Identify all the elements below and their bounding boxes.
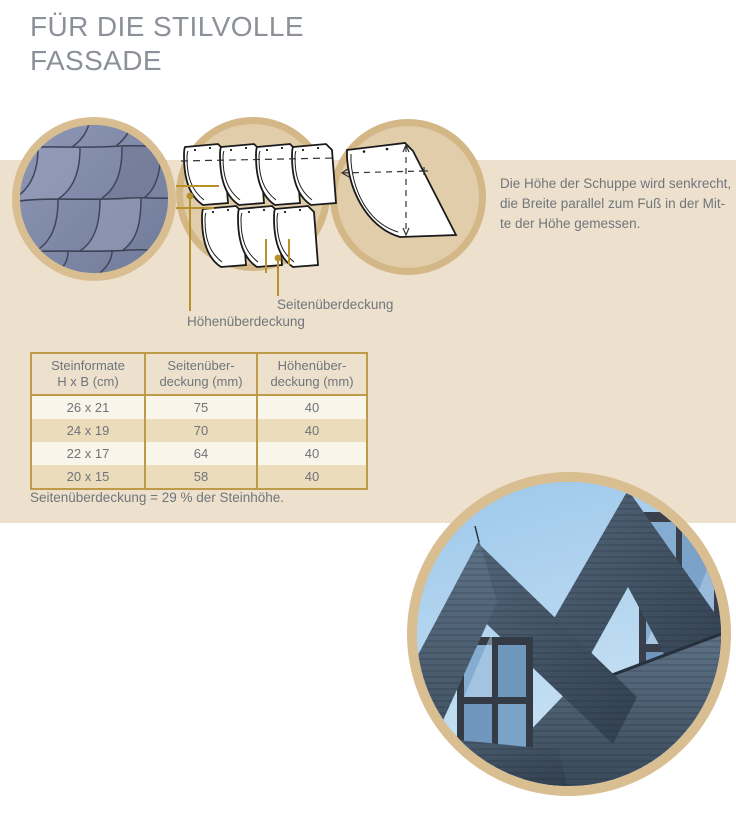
single-shingle-diagram-disc (330, 119, 486, 275)
label-seitenueberdeckung: Seitenüberdeckung (277, 297, 394, 312)
slate-closeup-photo (12, 117, 176, 281)
label-hoehenueberdeckung: Höhenüberdeckung (187, 314, 305, 329)
measure-note (500, 174, 732, 234)
measure-note-line1: Die Höhe der Schuppe wird senkrecht, (500, 176, 732, 191)
table-footnote: Seitenüberdeckung = 29 % der Steinhöhe. (30, 490, 285, 505)
table-row: 26 x 21 75 40 (31, 395, 367, 419)
building-photo (407, 472, 731, 796)
stone-format-table (30, 352, 368, 490)
table-header-row (31, 353, 367, 395)
header-seitenueberdeckung: Seitenüber- deckung (mm) (145, 353, 257, 395)
building-photo-illustration (417, 482, 721, 786)
shingle-overlap-diagram-disc (176, 117, 330, 271)
measure-note-line3: te der Höhe gemessen. (500, 216, 641, 231)
page-title-line2: FASSADE (30, 45, 162, 76)
measure-note-line2: die Breite parallel zum Fuß in der Mit- (500, 196, 726, 211)
header-hoehenueberdeckung: Höhenüber- deckung (mm) (257, 353, 367, 395)
table-row: 20 x 15 58 40 (31, 465, 367, 489)
header-steinformate: Steinformate H x B (cm) (31, 353, 145, 395)
slate-closeup-illustration (20, 125, 168, 273)
table-row: 22 x 17 64 40 (31, 442, 367, 465)
page-title-line1: FÜR DIE STILVOLLE (30, 11, 304, 42)
page-title (30, 10, 304, 78)
table-row: 24 x 19 70 40 (31, 419, 367, 442)
